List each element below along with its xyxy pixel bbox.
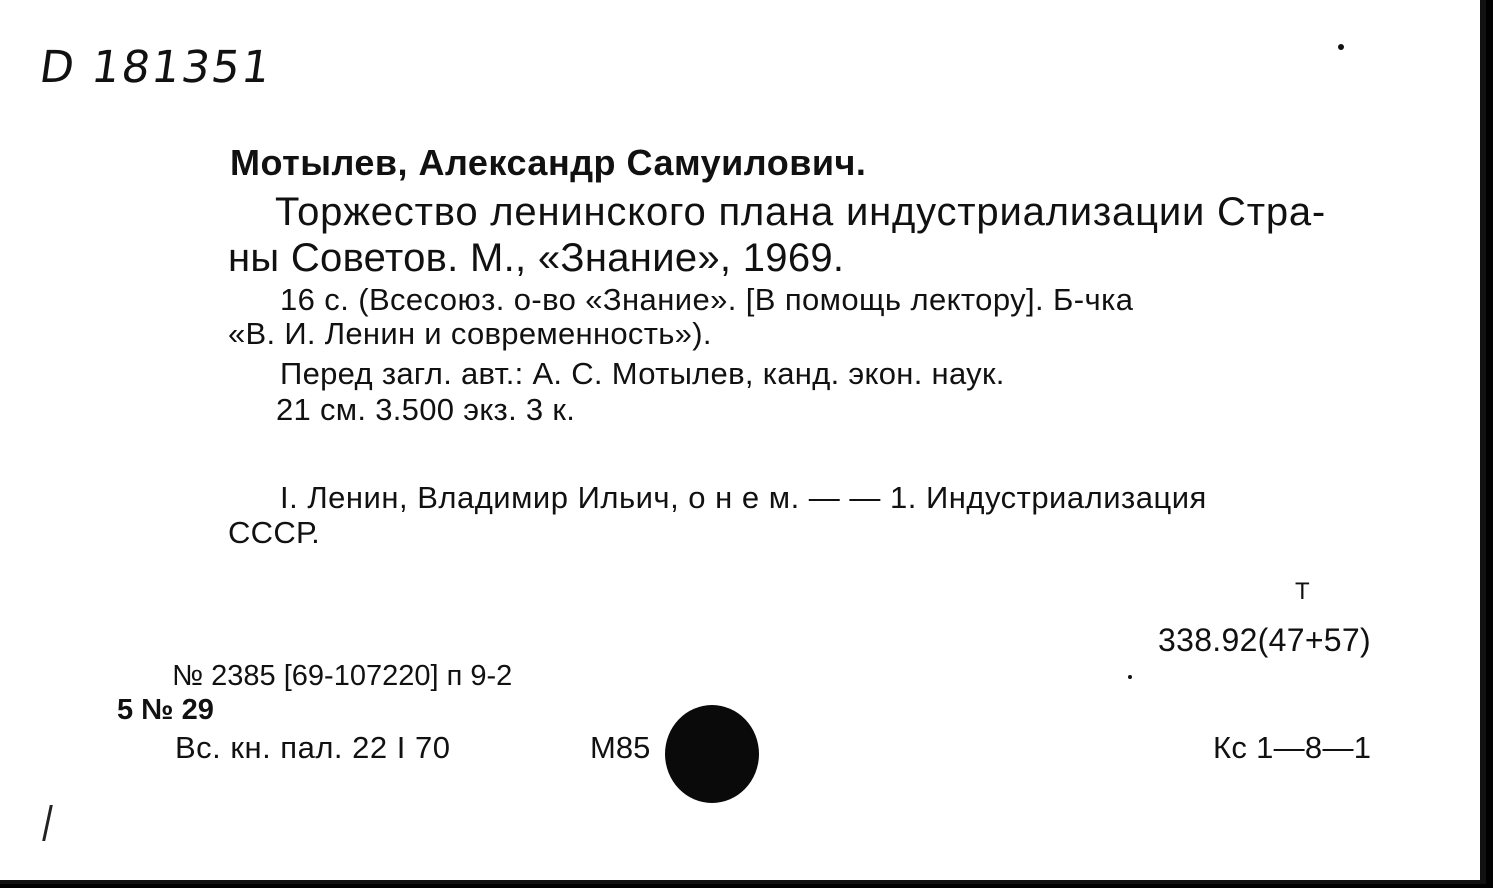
- print-code: М85: [590, 730, 651, 765]
- size-edition-price: 21 см. 3.500 экз. 3 к.: [276, 392, 576, 427]
- card-code: Кс 1—8—1: [1213, 730, 1372, 765]
- ink-speck: [1128, 675, 1132, 679]
- ink-speck: [1338, 44, 1344, 50]
- book-chamber-stamp: Вс. кн. пал. 22 I 70: [175, 730, 451, 765]
- punch-hole: [665, 705, 759, 803]
- classification-mark: Т: [1295, 578, 1310, 605]
- title-line-2: ны Советов. М., «Знание», 1969.: [228, 236, 845, 280]
- classification-number: 338.92(47+57): [1158, 622, 1371, 658]
- record-number: № 2385 [69-107220] п 9-2: [172, 660, 513, 692]
- title-note: Перед загл. авт.: А. С. Мотылев, канд. экон. наук.: [280, 356, 1005, 391]
- secondary-number: 5 № 29: [117, 694, 214, 726]
- title-line-1: Торжество ленинского плана индустриализации Стра-: [275, 190, 1327, 234]
- physical-description-line-1: 16 с. (Всесоюз. о-во «Знание». [В помощь лектору]. Б-чка: [280, 282, 1134, 317]
- author-heading: Мотылев, Александр Самуилович.: [230, 142, 867, 183]
- subject-headings-line-1: I. Ленин, Владимир Ильич, о н е м. — — 1. Индустриализация: [280, 480, 1207, 515]
- subject-headings-line-2: СССР.: [228, 515, 321, 550]
- pencil-mark: [42, 805, 53, 841]
- handwritten-inventory-number: D 181351: [36, 42, 276, 93]
- physical-description-line-2: «В. И. Ленин и современность»).: [228, 316, 712, 351]
